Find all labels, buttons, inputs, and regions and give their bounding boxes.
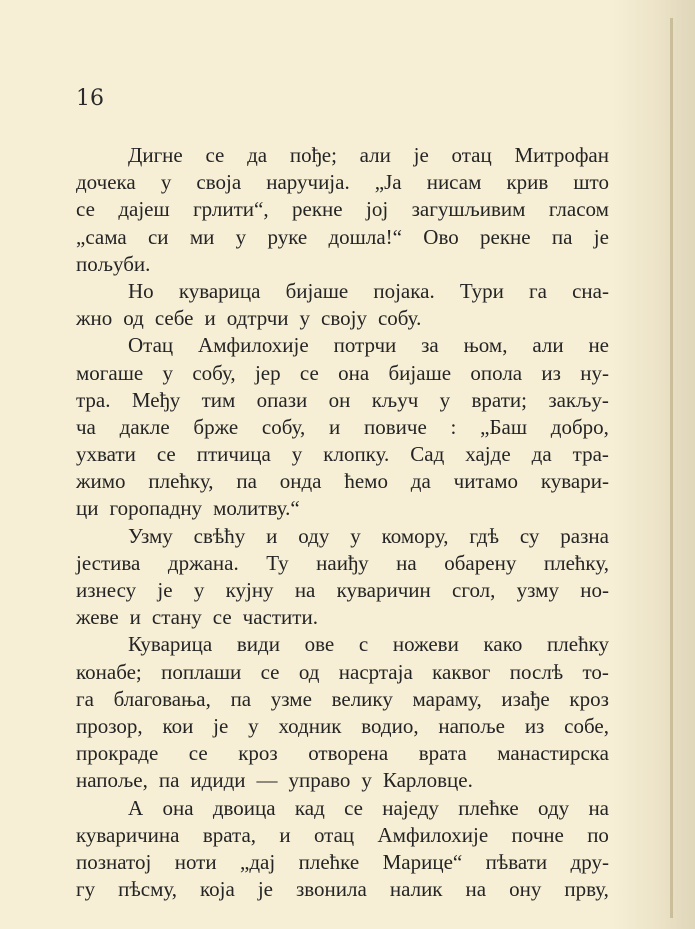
word: Ту — [266, 550, 289, 575]
word: „дај — [240, 849, 276, 874]
word: на — [588, 795, 609, 820]
text-line — [76, 740, 609, 767]
word: Карловце. — [382, 768, 473, 793]
text-line — [76, 332, 609, 359]
word: „Ја — [374, 170, 402, 195]
text-line — [76, 278, 609, 305]
word: узме — [270, 686, 312, 711]
word: молитву.“ — [213, 496, 300, 521]
word: па — [230, 686, 252, 711]
word: ну- — [580, 360, 609, 385]
word: Међу — [131, 387, 181, 412]
word: могаше — [76, 360, 144, 385]
word: своју — [321, 306, 367, 331]
word: и — [329, 414, 341, 439]
word: жимо — [76, 469, 126, 494]
word: гу — [76, 877, 96, 902]
word: грлити“, — [193, 197, 269, 222]
word: то- — [582, 659, 609, 684]
word: водио, — [361, 713, 419, 738]
word: ножеви — [392, 632, 459, 657]
text-line — [76, 550, 609, 577]
word: у — [439, 387, 451, 412]
text-line — [76, 767, 609, 794]
word: тра- — [572, 442, 609, 467]
word: ухвати — [76, 442, 136, 467]
word: плећку, — [148, 469, 214, 494]
text-line — [76, 849, 609, 876]
word: па — [236, 469, 257, 494]
word: онда — [279, 469, 322, 494]
text-line — [76, 604, 609, 631]
word: сгол, — [452, 578, 496, 602]
word: Но — [128, 278, 154, 303]
word: повиче — [364, 414, 427, 439]
word: бијаше — [388, 360, 452, 385]
word: појака. — [373, 278, 435, 303]
word: врати; — [471, 387, 527, 412]
word: плећку, — [543, 550, 609, 575]
word: кад — [294, 795, 325, 820]
word: врата, — [202, 822, 257, 847]
text-line — [76, 224, 609, 251]
word: крив — [506, 170, 549, 195]
word: Ово — [423, 224, 459, 249]
word: и — [279, 822, 291, 847]
word: дајеш — [118, 197, 170, 222]
word: што — [573, 170, 609, 195]
word: Амфилохије — [198, 333, 309, 358]
word: конабе; — [76, 659, 142, 684]
word: собу. — [377, 306, 422, 331]
word: комору, — [381, 523, 449, 548]
word: отац — [313, 822, 355, 847]
word: руке — [267, 224, 308, 249]
word: разна — [560, 523, 609, 548]
word: на — [294, 578, 316, 602]
word: себе — [154, 306, 194, 331]
word: „сама — [76, 224, 127, 249]
word: пѣвати — [485, 849, 548, 874]
word: птичица — [196, 442, 271, 467]
word: он — [328, 387, 351, 412]
page-edge-shadow — [670, 18, 673, 918]
word: изнесу — [76, 578, 137, 602]
word: Дигне — [128, 143, 183, 167]
text-line — [76, 387, 609, 414]
word: се — [344, 795, 363, 820]
word: у — [235, 224, 247, 249]
word: ове — [304, 632, 335, 657]
text-line — [76, 713, 609, 740]
word: се — [212, 605, 232, 630]
word: се — [156, 442, 176, 467]
word: ми — [189, 224, 215, 249]
word: га — [76, 686, 94, 711]
word: тим — [201, 387, 236, 412]
word: је — [213, 713, 229, 738]
word: Узму — [128, 523, 173, 548]
word: кујну — [225, 578, 274, 602]
word: клопку. — [323, 442, 390, 467]
text-line — [76, 305, 609, 332]
word: собу, — [261, 414, 306, 439]
word: у — [299, 306, 311, 331]
word: је — [157, 578, 173, 602]
word: си — [147, 224, 169, 249]
word: кувари- — [540, 469, 609, 494]
word: у — [162, 360, 174, 385]
word: одтрчи — [226, 306, 289, 331]
word: по — [587, 822, 609, 847]
word: кроз — [238, 741, 278, 766]
word: сна- — [572, 278, 609, 303]
word: кои — [162, 713, 194, 738]
word: прву, — [564, 877, 609, 902]
word: налик — [389, 877, 443, 902]
word: држана. — [167, 550, 239, 575]
word: Митрофан — [514, 143, 609, 167]
word: али — [359, 143, 391, 167]
word: дочека — [76, 170, 136, 195]
word: Амфилохије — [377, 822, 489, 847]
word: дру- — [570, 849, 609, 874]
word: у — [350, 523, 361, 548]
word: своја — [196, 170, 242, 195]
word: га — [529, 278, 547, 303]
word: закљу- — [548, 387, 609, 412]
word: наручија. — [266, 170, 350, 195]
text-line — [76, 142, 609, 169]
word: јер — [254, 360, 281, 385]
word: пође; — [289, 143, 337, 167]
word: рекне — [292, 197, 343, 222]
word: јој — [366, 197, 389, 222]
word: не — [588, 333, 609, 358]
word: од — [298, 659, 320, 684]
word: у — [361, 768, 372, 793]
word: насртаја — [338, 659, 413, 684]
word: се — [76, 197, 95, 222]
word: потрчи — [333, 333, 397, 358]
word: у — [193, 578, 205, 602]
text-line — [76, 495, 609, 522]
word: „Баш — [480, 414, 528, 439]
word: се — [188, 741, 208, 766]
word: А — [128, 795, 144, 820]
word: и — [266, 523, 278, 548]
word: али — [532, 333, 564, 358]
word: горопадну — [109, 496, 203, 521]
word: изађе — [501, 686, 550, 711]
word: Тури — [459, 278, 504, 303]
word: напоље — [438, 713, 505, 738]
text-line — [76, 251, 609, 278]
word: гласом — [548, 197, 609, 222]
word: је — [593, 224, 609, 249]
word: плећке — [458, 795, 519, 820]
word: свѣћу — [193, 523, 246, 548]
text-line — [76, 414, 609, 441]
word: стану — [151, 605, 202, 630]
word: обарену — [444, 550, 517, 575]
word: почне — [511, 822, 564, 847]
text-line — [76, 795, 609, 822]
word: она — [338, 360, 370, 385]
word: куваричин — [336, 578, 431, 602]
word: манастирска — [497, 741, 609, 766]
word: су — [519, 523, 540, 548]
word: кључ — [371, 387, 419, 412]
word: је — [257, 877, 273, 902]
word: је — [413, 143, 429, 167]
word: из — [541, 360, 561, 385]
word: дошла!“ — [328, 224, 402, 249]
word: напоље, — [76, 768, 148, 793]
text-line — [76, 196, 609, 223]
word: звонила — [295, 877, 367, 902]
word: ноти — [174, 849, 217, 874]
text-line — [76, 441, 609, 468]
word: поплаши — [161, 659, 242, 684]
word: идиди — [190, 768, 246, 793]
word: тра. — [76, 387, 111, 412]
word: частити. — [242, 605, 318, 630]
text-line — [76, 577, 609, 604]
word: у — [160, 170, 172, 195]
word: ча — [76, 414, 96, 439]
word: собу, — [192, 360, 236, 385]
word: рекне — [480, 224, 531, 249]
word: она — [162, 795, 194, 820]
word: и — [129, 605, 141, 630]
page-number: 16 — [76, 86, 104, 111]
word: послѣ — [509, 659, 564, 684]
word: ходник — [278, 713, 342, 738]
word: опази — [256, 387, 308, 412]
word: њом, — [463, 333, 508, 358]
text-line — [76, 659, 609, 686]
word: пољуби. — [76, 251, 151, 276]
word: прозор, — [76, 713, 143, 738]
word: врата — [418, 741, 467, 766]
word: брже — [193, 414, 239, 439]
word: жеве — [76, 605, 119, 630]
word: но- — [580, 578, 609, 602]
word: из — [524, 713, 545, 738]
word: Марице“ — [382, 849, 463, 874]
word: велику — [331, 686, 393, 711]
word: јестива — [76, 550, 141, 575]
word: благовања, — [113, 686, 211, 711]
word: узму — [516, 578, 559, 602]
word: хајде — [465, 442, 511, 467]
word: па — [551, 224, 573, 249]
word: како — [483, 632, 523, 657]
word: отац — [451, 143, 492, 167]
word: у — [248, 713, 259, 738]
word: од — [123, 306, 144, 331]
word: плећку — [547, 632, 609, 657]
word: — — [256, 768, 278, 793]
word: пѣсму, — [118, 877, 178, 902]
word: жно — [76, 306, 113, 331]
word: наиђу — [316, 550, 369, 575]
text-line — [76, 523, 609, 550]
word: познатој — [76, 849, 152, 874]
word: да — [247, 143, 268, 167]
word: Сад — [410, 442, 445, 467]
word: ци — [76, 496, 99, 521]
word: загушљивим — [411, 197, 526, 222]
word: управо — [288, 768, 351, 793]
word: кроз — [569, 686, 609, 711]
word: па — [158, 768, 180, 793]
word: дакле — [119, 414, 170, 439]
word: читамо — [453, 469, 518, 494]
word: у — [291, 442, 303, 467]
word: бијаше — [285, 278, 349, 303]
word: куваричина — [76, 822, 180, 847]
word: ћемо — [344, 469, 388, 494]
text-line — [76, 876, 609, 903]
word: собе, — [564, 713, 609, 738]
text-line — [76, 360, 609, 387]
word: каквог — [432, 659, 491, 684]
word: нисам — [426, 170, 482, 195]
text-line — [76, 822, 609, 849]
word: која — [200, 877, 235, 902]
word: добро, — [550, 414, 609, 439]
word: на — [465, 877, 487, 902]
word: за — [421, 333, 439, 358]
word: куварица — [178, 278, 261, 303]
text-line — [76, 686, 609, 713]
word: Куварица — [128, 632, 213, 657]
word: се — [205, 143, 225, 167]
word: Отац — [128, 333, 174, 358]
word: ону — [509, 877, 542, 902]
text-line — [76, 468, 609, 495]
word: да — [531, 442, 552, 467]
word: и — [204, 306, 216, 331]
word: види — [236, 632, 280, 657]
word: отворена — [308, 741, 389, 766]
word: мараму, — [412, 686, 482, 711]
word: се — [299, 360, 319, 385]
word: : — [450, 414, 457, 439]
body-text — [76, 142, 609, 903]
text-line — [76, 169, 609, 196]
word: прокраде — [76, 741, 159, 766]
word: се — [260, 659, 280, 684]
word: на — [396, 550, 417, 575]
word: плећке — [298, 849, 360, 874]
word: двоица — [212, 795, 276, 820]
word: оду — [298, 523, 330, 548]
word: гдѣ — [469, 523, 500, 548]
word: оду — [538, 795, 570, 820]
text-line — [76, 631, 609, 658]
word: да — [410, 469, 431, 494]
word: наједу — [382, 795, 439, 820]
word: с — [358, 632, 369, 657]
word: опола — [470, 360, 523, 385]
